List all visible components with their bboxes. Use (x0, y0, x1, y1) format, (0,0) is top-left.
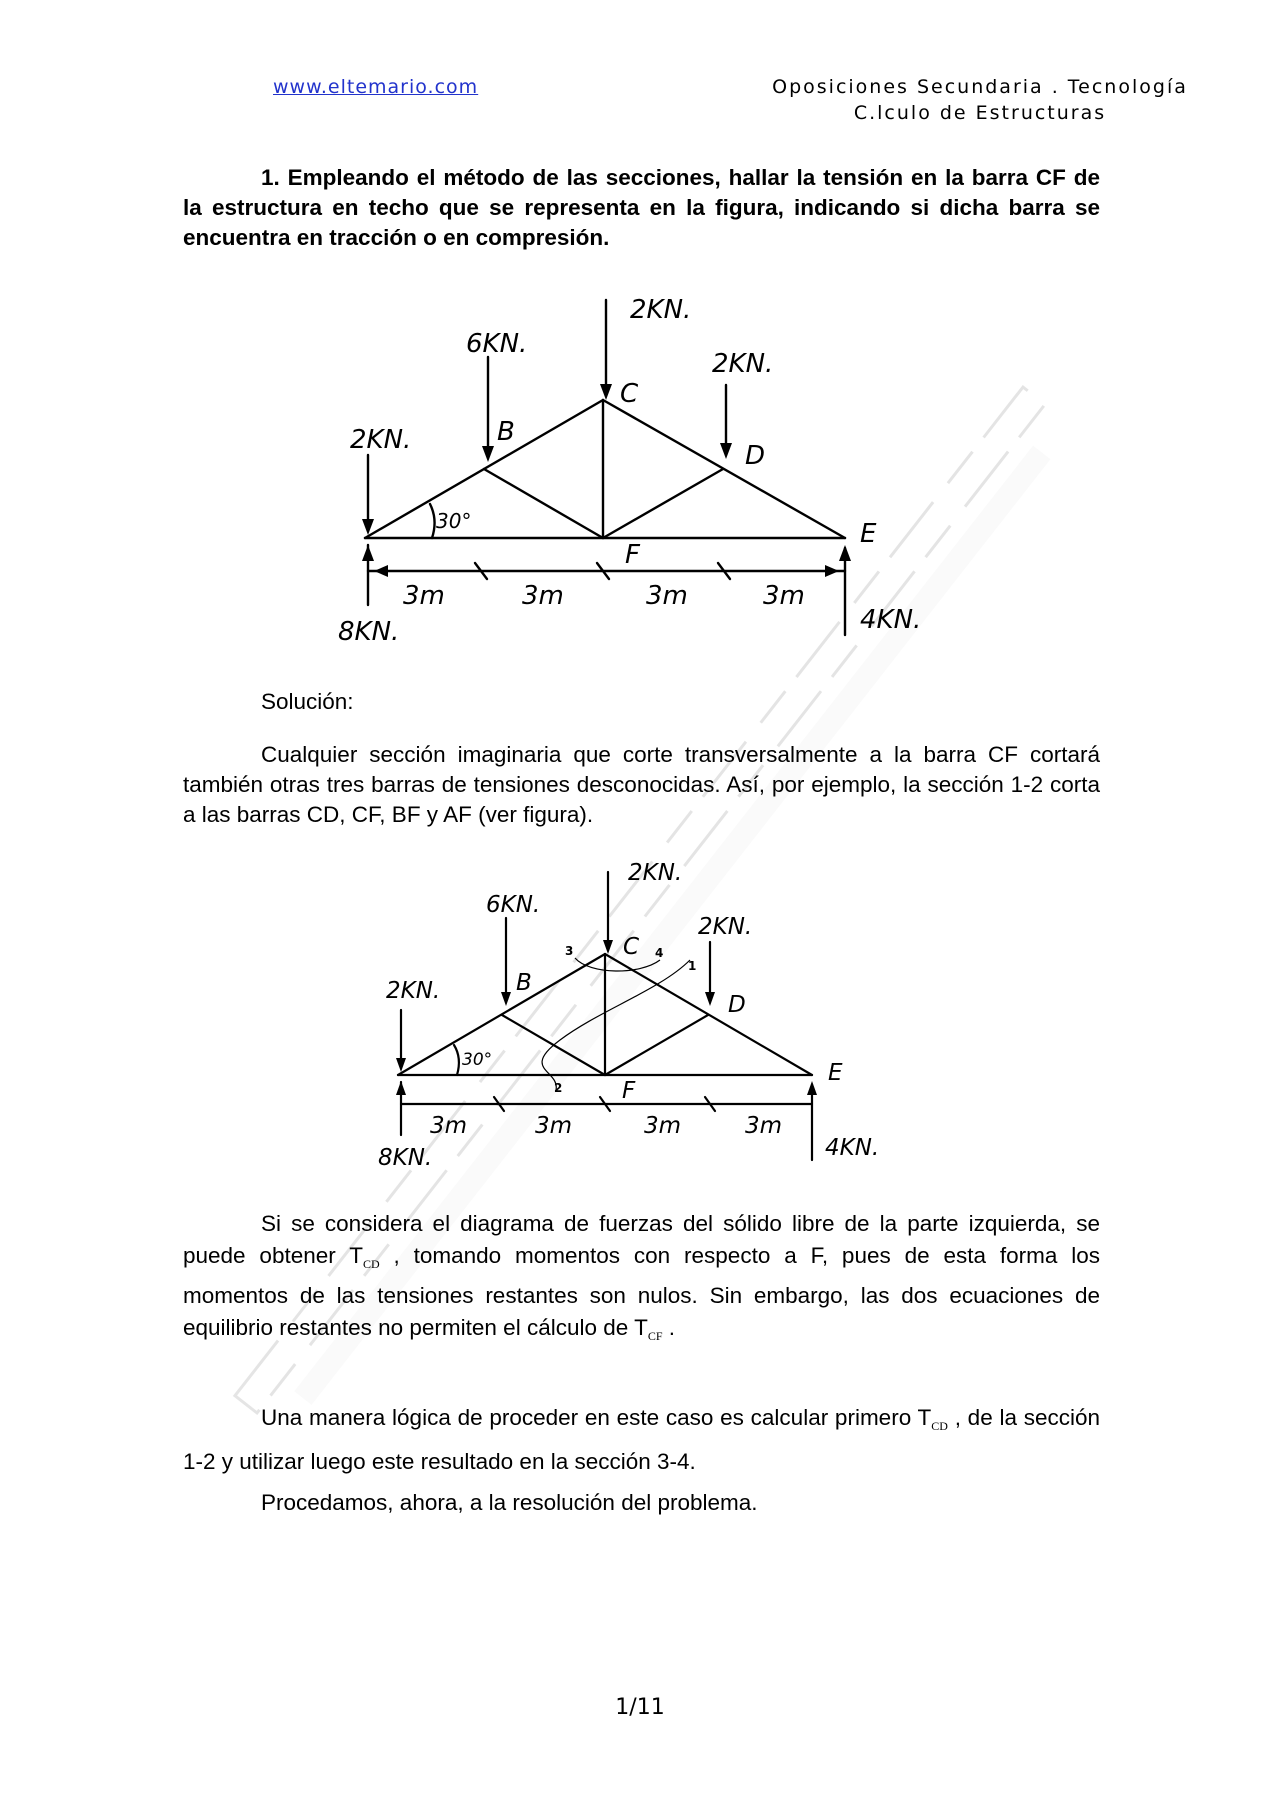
node-d-2: D (728, 992, 746, 1018)
section-mark-2: 2 (554, 1081, 563, 1095)
paragraph-1: Cualquier sección imaginaria que corte transversalmente a la barra CF cortará también otras tres barras de tensiones desconocidas. Así, por ejemplo, la sección 1-2 corta a las barras CD, CF, BF y AF (ver figura). (183, 742, 1100, 827)
node-f: F (625, 540, 640, 570)
node-e: E (860, 519, 877, 549)
node-b-2: B (516, 970, 532, 996)
problem-statement: 1. Empleando el método de las secciones, hallar la tensión en la barra CF de la estructura en techo que se representa en la figura, indicando si dicha barra se encuentra en tracción o en compresión. (183, 165, 1100, 250)
section-mark-3: 3 (565, 944, 574, 958)
reaction-left-label-2: 8KN. (378, 1145, 433, 1170)
span-3-2: 3m (644, 1113, 682, 1139)
span-2: 3m (522, 581, 564, 611)
angle-label-2: 30° (462, 1050, 493, 1070)
truss-figure-1 (320, 285, 980, 650)
load-c-label: 2KN. (630, 295, 692, 325)
load-d-label-2: 2KN. (698, 914, 753, 940)
reaction-right-label-2: 4KN. (825, 1135, 880, 1161)
span-4: 3m (763, 581, 805, 611)
node-d: D (745, 441, 766, 471)
paragraph-2: Si se considera el diagrama de fuerzas del sólido libre de la parte izquierda, se puede obtener $T_{CD}$ , tomando momentos con respecto a F, pues de esta forma los momentos de las tensiones restantes son nulos. Sin embargo, las dos ecuaciones de equilibrio restantes no permiten el cálculo de $T_{CF}$ . (183, 1211, 1100, 1343)
header-title (760, 74, 1200, 126)
paragraph-3: Una manera lógica de proceder en este caso es calcular primero $T_{CD}$ , de la sección 1-2 y utilizar luego este resultado en la sección 3-4. (183, 1405, 1100, 1474)
span-1-2: 3m (430, 1113, 468, 1139)
paragraph-4: Procedamos, ahora, a la resolución del problema. (261, 1490, 758, 1515)
span-3: 3m (646, 581, 688, 611)
node-f-2: F (622, 1078, 636, 1104)
load-a-label-2: 2KN. (386, 978, 441, 1004)
span-2-2: 3m (535, 1113, 573, 1139)
load-b-label-2: 6KN. (486, 892, 541, 918)
node-c: C (620, 379, 639, 409)
site-link[interactable]: www.eltemario.com (273, 76, 479, 98)
node-b: B (497, 417, 515, 447)
truss-figure-2 (370, 855, 910, 1170)
solution-label: Solución: (261, 689, 354, 714)
section-mark-4: 4 (655, 946, 664, 960)
load-a-label: 2KN. (350, 425, 412, 455)
header-line-1: Oposiciones Secundaria . Tecnología (772, 76, 1188, 98)
angle-label: 30° (436, 509, 472, 533)
load-b-label: 6KN. (466, 329, 528, 359)
page-number: 1/11 (615, 1695, 665, 1720)
reaction-left-label: 8KN. (338, 617, 400, 647)
node-e-2: E (828, 1060, 843, 1086)
header-line-2: C.lculo de Estructuras (853, 102, 1107, 124)
span-4-2: 3m (745, 1113, 783, 1139)
load-d-label: 2KN. (712, 349, 774, 379)
section-1-2 (542, 960, 690, 1090)
section-mark-1: 1 (688, 959, 697, 973)
load-c-label-2: 2KN. (628, 860, 683, 886)
reaction-right-label: 4KN. (860, 605, 922, 635)
span-1: 3m (403, 581, 445, 611)
node-c-2: C (623, 934, 640, 960)
